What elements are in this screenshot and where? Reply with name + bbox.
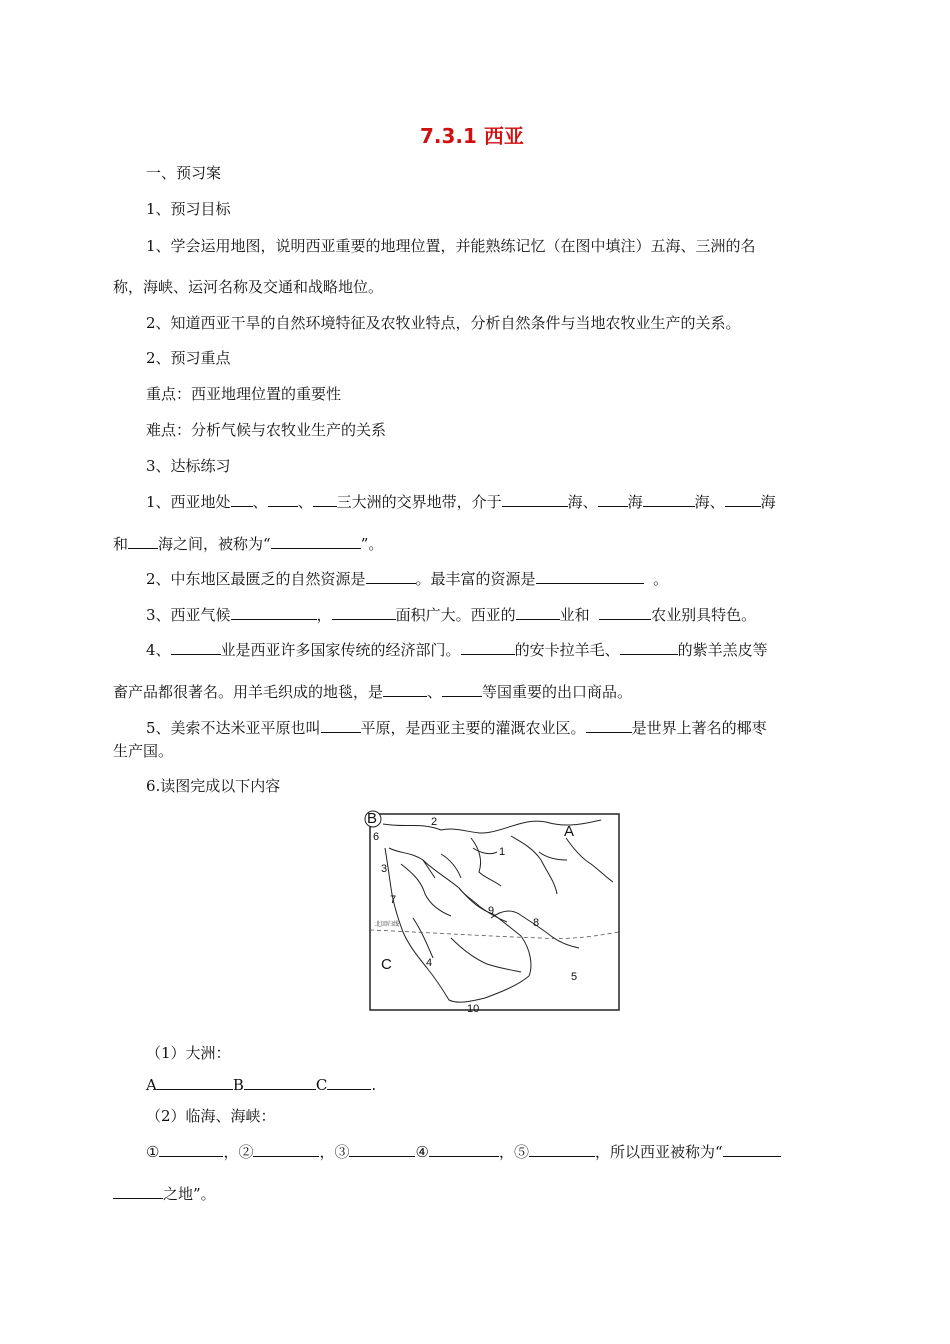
label-B: B: [367, 810, 378, 827]
blank[interactable]: [442, 682, 482, 697]
blank[interactable]: [327, 1075, 371, 1090]
focus-heading: 2、预习重点: [146, 349, 231, 367]
circle-5: ，⑤: [498, 1143, 529, 1161]
q1-sea: 海: [567, 493, 583, 511]
circle-2: ，②: [223, 1143, 254, 1161]
blank[interactable]: [516, 605, 560, 620]
q2-end: 。: [653, 570, 669, 588]
blank[interactable]: [383, 682, 427, 697]
circle-4: ④: [415, 1143, 429, 1161]
blank[interactable]: [725, 492, 761, 507]
label-3: 3: [381, 863, 388, 875]
label-4: 4: [426, 957, 433, 969]
blank[interactable]: [502, 492, 568, 507]
q1-sep: 、: [709, 493, 725, 511]
q4-text-b: 业是西亚许多国家传统的经济部门。: [220, 641, 461, 659]
blank[interactable]: [529, 1142, 595, 1157]
q4-sep: 、: [427, 683, 443, 701]
q2-text-a: 2、中东地区最匮乏的自然资源是: [146, 570, 366, 588]
label-A: A: [564, 823, 575, 840]
continent-a-label: A: [146, 1076, 157, 1094]
map-frame: [370, 814, 619, 1010]
difficult-point: 难点：分析气候与农牧业生产的关系: [146, 421, 387, 439]
label-1: 1: [499, 846, 506, 858]
q4-text-c: 的安卡拉羊毛、: [514, 641, 620, 659]
blank[interactable]: [157, 1075, 233, 1090]
blank[interactable]: [620, 640, 678, 655]
blank[interactable]: [128, 534, 158, 549]
blank[interactable]: [598, 492, 628, 507]
continent-c-label: C: [315, 1076, 328, 1094]
circle-3: ，③: [319, 1143, 350, 1161]
exercise-heading: 3、达标练习: [146, 457, 231, 475]
blank[interactable]: [244, 1075, 316, 1090]
label-6: 6: [373, 831, 380, 843]
blank[interactable]: [461, 640, 515, 655]
sub-question-1-heading: （1）大洲：: [146, 1044, 231, 1062]
sub2-tail: ，所以西亚被称为“: [594, 1143, 723, 1161]
question-1-line-1: [146, 492, 776, 512]
blank[interactable]: [366, 569, 416, 584]
label-C: C: [381, 956, 392, 973]
q4-text-a: 4、: [146, 641, 171, 659]
blank[interactable]: [586, 718, 632, 733]
question-4-line-1: [146, 640, 768, 660]
blank[interactable]: [271, 534, 361, 549]
q5-text-a: 5、美索不达米亚平原也叫: [146, 719, 321, 737]
goal-heading: 1、预习目标: [146, 200, 231, 218]
blank[interactable]: [429, 1142, 499, 1157]
q4-text-d: 的紫羊羔皮等: [677, 641, 768, 659]
question-5-line-2: 生产国。: [113, 742, 174, 760]
q1-sea: 海: [694, 493, 710, 511]
blank[interactable]: [643, 492, 695, 507]
q5-text-b: 平原，是西亚主要的灌溉农业区。: [360, 719, 586, 737]
q1-sea: 海: [627, 493, 643, 511]
blank[interactable]: [159, 1142, 223, 1157]
q3-text-b: 面积广大。西亚的: [395, 606, 516, 624]
question-6: 6.读图完成以下内容: [146, 777, 281, 795]
q1-text-a: 1、西亚地处: [146, 493, 231, 511]
q1-sep: 、: [582, 493, 598, 511]
tropic-label: 北回归线: [375, 921, 400, 928]
blank[interactable]: [313, 492, 337, 507]
sub2-end: 之地”。: [163, 1185, 216, 1203]
q4-text-e: 畜产品都很著名。用羊毛织成的地毯，是: [113, 683, 384, 701]
goal-1-line-2: 称，海峡、运河名称及交通和战略地位。: [113, 278, 384, 296]
blank[interactable]: [268, 492, 298, 507]
blank[interactable]: [113, 1184, 163, 1199]
blank[interactable]: [231, 605, 317, 620]
blank[interactable]: [171, 640, 221, 655]
blank[interactable]: [349, 1142, 415, 1157]
q3-text-c: 业和: [559, 606, 590, 624]
blank[interactable]: [723, 1142, 781, 1157]
q4-text-g: 等国重要的出口商品。: [482, 683, 633, 701]
sub1-end: .: [371, 1076, 377, 1094]
blank[interactable]: [253, 1142, 319, 1157]
blank[interactable]: [231, 492, 253, 507]
sub-question-1-answers: [146, 1075, 376, 1095]
goal-1-line-1: 1、学会运用地图，说明西亚重要的地理位置，并能熟练记忆（在图中填注）五海、三洲的名: [146, 237, 756, 255]
blank[interactable]: [332, 605, 396, 620]
key-point: 重点：西亚地理位置的重要性: [146, 385, 342, 403]
q3-text-d: 农业别具特色。: [651, 606, 757, 624]
west-asia-map: [361, 808, 621, 1012]
q5-text-c: 是世界上著名的椰枣: [631, 719, 767, 737]
blank[interactable]: [321, 718, 361, 733]
question-2: [146, 569, 668, 589]
q1-text-c: 海之间，被称为“: [158, 535, 271, 553]
label-7: 7: [390, 894, 397, 906]
question-5-line-1: [146, 718, 767, 738]
blank[interactable]: [536, 569, 644, 584]
sub-question-2-heading: （2）临海、海峡：: [146, 1107, 276, 1125]
q1-sep: 、: [297, 493, 313, 511]
question-1-line-2: [113, 534, 383, 554]
q1-sea: 海: [760, 493, 776, 511]
q1-and: 和: [113, 535, 129, 553]
q2-text-b: 。最丰富的资源是: [415, 570, 536, 588]
continent-b-label: B: [232, 1076, 244, 1094]
sub-question-2-line-1: [146, 1142, 781, 1162]
blank[interactable]: [599, 605, 651, 620]
question-3: [146, 605, 756, 625]
label-5: 5: [571, 971, 578, 983]
q3-text-a: 3、西亚气候: [146, 606, 231, 624]
circle-1: ①: [146, 1143, 160, 1161]
label-10: 10: [467, 1003, 480, 1012]
q1-sep: 、: [252, 493, 268, 511]
label-2: 2: [431, 816, 438, 828]
label-8: 8: [533, 917, 540, 929]
page-title: 7.3.1 西亚: [420, 124, 524, 148]
q1-end: ”。: [360, 535, 384, 553]
sub-question-2-line-2: [113, 1184, 216, 1204]
q1-text-b: 三大洲的交界地带，介于: [336, 493, 502, 511]
section-heading: 一、预习案: [146, 164, 222, 182]
question-4-line-2: [113, 682, 632, 702]
label-9: 9: [488, 905, 495, 917]
q3-comma: ，: [316, 606, 332, 624]
goal-2: 2、知道西亚干旱的自然环境特征及农牧业特点，分析自然条件与当地农牧业生产的关系。: [146, 314, 741, 332]
